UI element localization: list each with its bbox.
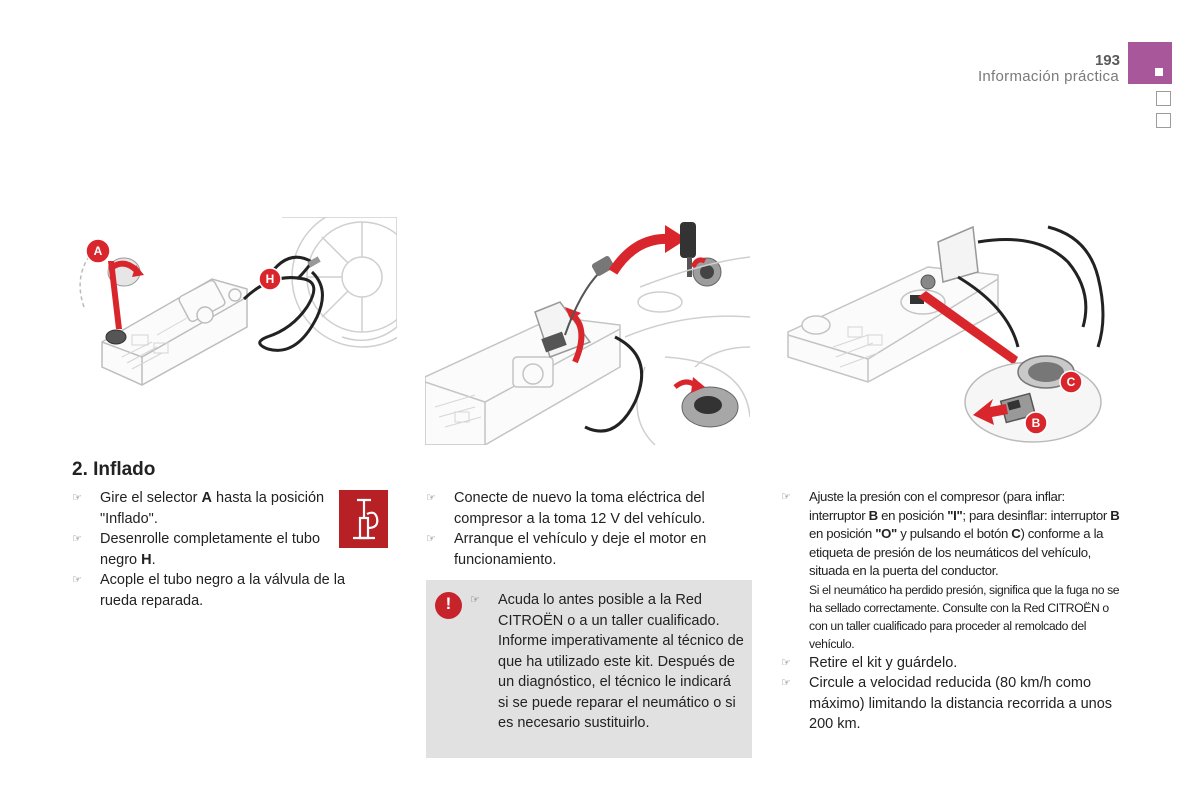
section-title: Información práctica [977,68,1119,85]
chapter-tab-active [1128,42,1172,84]
connection-steps-list [426,488,746,570]
tire-inflator-icon [339,490,388,548]
page-number: 193 [1094,52,1120,69]
pointing-hand-bullet-icon: ☞ [781,677,791,689]
illustration-adjust-pressure [778,217,1108,445]
callout-c-label: C [1066,375,1076,389]
list-item: ☞ Ajuste la presión con el compresor (para inflar: interruptor B en posición "I"; para desinflar: interruptor B en posición "O" y pulsando el botón C) conforme a la etiqueta de presión de los neumáticos del vehículo, situada en la puerta del conductor. Si el neumático ha perdido presión, significa que la fuga no se ha sellado correctamente. Consulte con la Red CITROËN o con un taller cualificado para proceder al remolcado del vehículo. [781,489,1120,651]
section-heading: 2. Inflado [72,459,156,480]
callout-b-label: B [1031,416,1041,430]
list-item: ☞ Retire el kit y guárdelo. [781,653,1121,674]
warning-text: ☞ Acuda lo antes posible a la Red CITROËN o a un taller cualificado. Informe imperativamente al técnico de que ha utilizado este kit. Después de un diagnóstico, el técnico le indicará si se puede reparar el neumático o si es necesario sustituirlo. [470,592,744,731]
warning-exclamation-icon: ! [435,592,462,619]
pointing-hand-bullet-icon: ☞ [781,656,791,669]
list-item: ☞ Gire el selector A hasta la posición "Inflado". [72,490,325,527]
chapter-tab-marker [1156,113,1171,128]
illustration-connect-socket [425,217,750,445]
list-item: ☞ Arranque el vehículo y deje el motor en funcionamiento. [426,531,707,568]
compressor-hose-diagram [72,217,397,445]
list-item: ☞ Circule a velocidad reducida (80 km/h como máximo) limitando la distancia recorrida a unos 200 km. [781,675,1113,732]
list-item: ☞ Acople el tubo negro a la válvula de la rueda reparada. [72,572,346,609]
illustration-selector-and-hose [72,217,397,445]
pointing-hand-bullet-icon: ☞ [426,492,436,504]
list-item: ☞ Desenrolle completamente el tubo negro H. [72,531,321,568]
pointing-hand-bullet-icon: ☞ [470,594,480,606]
pointing-hand-bullet-icon: ☞ [72,533,82,545]
pointing-hand-bullet-icon: ☞ [426,533,436,545]
leak-note: Si el neumático ha perdido presión, significa que la fuga no se ha sellado correctamente. Consulte con la Red CITROËN o con un taller cualificado para proceder al remolcado del vehículo. [809,582,1120,651]
chapter-tab-marker [1156,91,1171,106]
pointing-hand-bullet-icon: ☞ [72,574,82,586]
callout-a-label: A [93,244,103,258]
pressure-steps-list [781,488,1121,735]
inflation-steps-list [72,488,372,611]
pointing-hand-bullet-icon: ☞ [781,491,791,503]
list-item: ☞ Conecte de nuevo la toma eléctrica del compresor a la toma 12 V del vehículo. [426,490,706,527]
socket-connection-diagram [425,217,750,445]
pressure-switch-diagram [778,217,1108,445]
warning-list [470,590,745,734]
callout-h-label: H [265,272,275,286]
pointing-hand-bullet-icon: ☞ [72,492,82,504]
